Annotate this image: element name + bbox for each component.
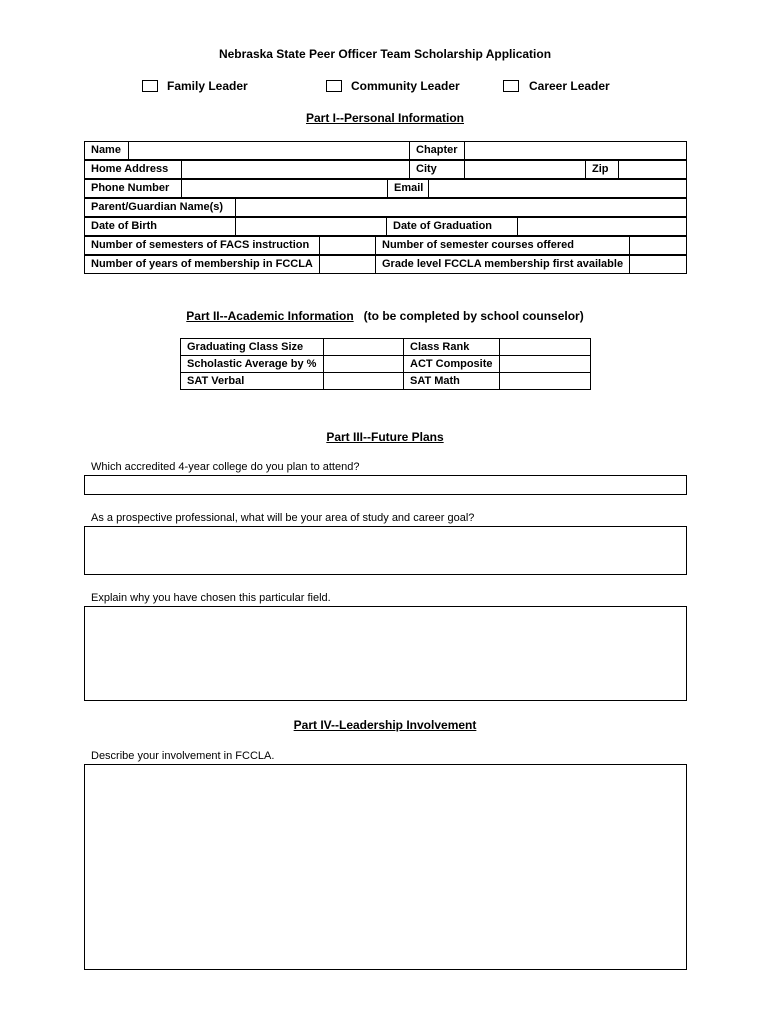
parent-row	[84, 198, 687, 217]
sat-verbal-field[interactable]	[324, 373, 404, 390]
facs-row	[84, 236, 687, 255]
part2-heading: Part II--Academic Information (to be completed by school counselor)	[186, 309, 584, 323]
facs-field[interactable]	[319, 237, 375, 254]
sat-verbal-label: SAT Verbal	[181, 373, 324, 390]
email-field[interactable]	[428, 180, 686, 197]
courses-label: Number of semester courses offered	[375, 237, 629, 254]
courses-field[interactable]	[629, 237, 686, 254]
home-address-label: Home Address	[91, 163, 169, 175]
grade-field[interactable]	[629, 256, 686, 273]
graduation-label: Date of Graduation	[386, 218, 517, 235]
table-row	[181, 339, 591, 356]
form-title: Nebraska State Peer Officer Team Scholarship Application	[218, 47, 552, 61]
class-rank-field[interactable]	[500, 339, 591, 356]
career-leader-checkbox[interactable]	[503, 80, 519, 92]
address-row	[84, 160, 687, 179]
career-goal-question: As a prospective professional, what will be your area of study and career goal?	[91, 512, 475, 524]
career-leader-label: Career Leader	[529, 79, 610, 93]
name-row	[84, 141, 687, 160]
graduation-field[interactable]	[517, 218, 686, 235]
part3-heading: Part III--Future Plans	[326, 430, 444, 444]
career-goal-answer-box[interactable]	[84, 526, 687, 575]
parent-field[interactable]	[235, 199, 686, 216]
family-leader-checkbox[interactable]	[142, 80, 158, 92]
dob-field[interactable]	[235, 218, 386, 235]
sat-math-field[interactable]	[500, 373, 591, 390]
phone-field[interactable]	[181, 180, 387, 197]
email-label: Email	[387, 180, 428, 197]
sat-math-label: SAT Math	[404, 373, 500, 390]
phone-label: Phone Number	[91, 182, 170, 194]
community-leader-label: Community Leader	[351, 79, 460, 93]
class-rank-label: Class Rank	[404, 339, 500, 356]
home-address-field[interactable]	[181, 161, 409, 178]
grade-label: Grade level FCCLA membership first available	[375, 256, 629, 273]
class-size-field[interactable]	[324, 339, 404, 356]
act-field[interactable]	[500, 356, 591, 373]
class-size-label: Graduating Class Size	[181, 339, 324, 356]
years-field[interactable]	[319, 256, 375, 273]
part1-heading: Part I--Personal Information	[305, 111, 465, 125]
city-label: City	[409, 161, 464, 178]
part2-note: (to be completed by school counselor)	[363, 309, 584, 323]
membership-row	[84, 255, 687, 274]
involvement-question: Describe your involvement in FCCLA.	[91, 750, 275, 762]
field-choice-question: Explain why you have chosen this particular field.	[91, 592, 331, 604]
facs-label: Number of semesters of FACS instruction	[91, 239, 310, 251]
table-row	[181, 356, 591, 373]
act-label: ACT Composite	[404, 356, 500, 373]
chapter-label: Chapter	[409, 142, 464, 159]
college-question: Which accredited 4-year college do you plan to attend?	[91, 461, 360, 473]
table-row	[181, 373, 591, 390]
city-field[interactable]	[464, 161, 585, 178]
dob-row	[84, 217, 687, 236]
sch-avg-label: Scholastic Average by %	[181, 356, 324, 373]
chapter-field[interactable]	[464, 142, 686, 159]
academic-info-table	[180, 338, 591, 390]
zip-label: Zip	[585, 161, 618, 178]
field-choice-answer-box[interactable]	[84, 606, 687, 701]
involvement-answer-box[interactable]	[84, 764, 687, 970]
zip-field[interactable]	[618, 161, 686, 178]
name-label: Name	[91, 144, 121, 156]
part4-heading: Part IV--Leadership Involvement	[293, 718, 477, 732]
community-leader-checkbox[interactable]	[326, 80, 342, 92]
phone-row	[84, 179, 687, 198]
years-label: Number of years of membership in FCCLA	[91, 258, 313, 270]
sch-avg-field[interactable]	[324, 356, 404, 373]
family-leader-label: Family Leader	[167, 79, 248, 93]
parent-label: Parent/Guardian Name(s)	[91, 201, 224, 213]
dob-label: Date of Birth	[91, 220, 157, 232]
college-answer-box[interactable]	[84, 475, 687, 495]
